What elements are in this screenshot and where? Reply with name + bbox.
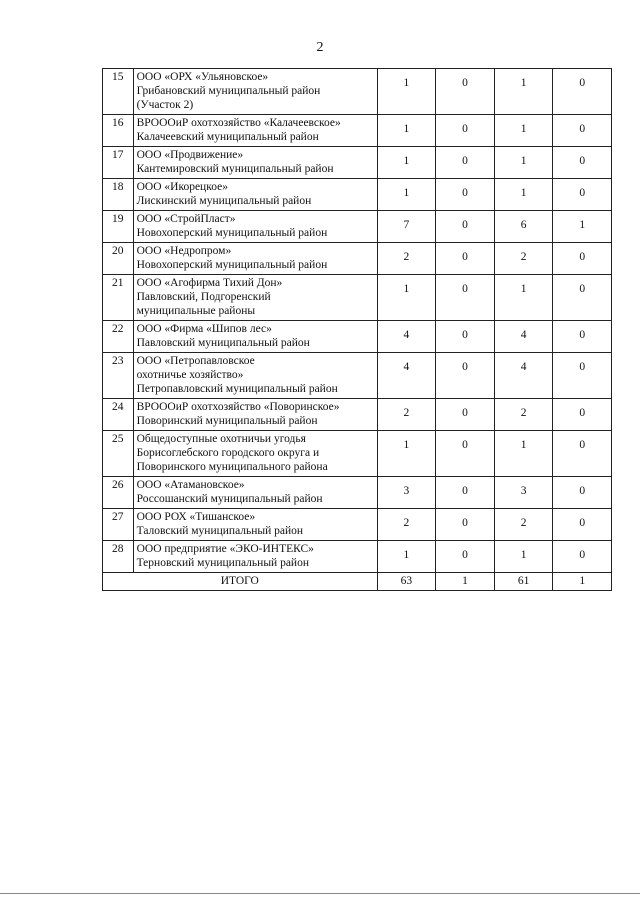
total-label-cell: ИТОГО (103, 573, 378, 591)
value-text: 0 (462, 219, 468, 231)
value-cell-3 (494, 243, 553, 275)
name-line: Поворинского муниципального района (136, 461, 328, 473)
hunting-area-name-cell (133, 541, 377, 573)
value-cell-1 (377, 353, 436, 399)
hunting-area-name-cell (133, 115, 377, 147)
value-cell-1 (377, 243, 436, 275)
value-cell-2 (436, 243, 495, 275)
value-text: 0 (579, 407, 586, 419)
value-text: 2 (403, 517, 410, 529)
value-cell-4 (553, 541, 612, 573)
value-cell-2 (436, 399, 495, 431)
total-row (103, 573, 612, 591)
name-line: Новохоперский муниципальный район (136, 227, 328, 239)
hunting-area-name-cell (133, 509, 377, 541)
value-cell-2 (436, 509, 495, 541)
value-text: 1 (403, 283, 410, 295)
value-text: 0 (462, 329, 468, 341)
name-line: ООО «Атамановское» (136, 479, 245, 491)
value-text: 0 (579, 485, 586, 497)
total-value-cell-2 (436, 573, 495, 591)
value-text: 1 (403, 187, 410, 199)
value-cell-1 (377, 147, 436, 179)
value-cell-4 (553, 115, 612, 147)
name-line: (Участок 2) (136, 99, 194, 111)
name-line: ООО предприятие «ЭКО-ИНТЕКС» (136, 543, 314, 555)
total-value-text: 63 (400, 575, 413, 587)
row-number-cell: 22 (103, 321, 134, 353)
row-number-cell: 20 (103, 243, 134, 275)
value-cell-1 (377, 69, 436, 115)
value-text: 4 (520, 329, 527, 341)
table-row (103, 541, 612, 573)
table-row (103, 179, 612, 211)
value-cell-2 (436, 275, 495, 321)
name-line: Россошанский муниципальный район (136, 493, 323, 505)
value-cell-3 (494, 275, 553, 321)
total-value-cell-4 (553, 573, 612, 591)
row-number-cell: 18 (103, 179, 134, 211)
value-cell-4 (553, 69, 612, 115)
name-line: Лискинский муниципальный район (136, 195, 312, 207)
value-cell-3 (494, 179, 553, 211)
value-text: 1 (520, 439, 527, 451)
value-cell-3 (494, 321, 553, 353)
hunting-area-name-cell (133, 179, 377, 211)
row-number-cell: 26 (103, 477, 134, 509)
name-line: ООО «Петропавловское (136, 355, 255, 367)
row-number-cell: 16 (103, 115, 134, 147)
value-text: 0 (579, 549, 586, 561)
row-number-cell: 23 (103, 353, 134, 399)
table-row (103, 321, 612, 353)
name-line: Кантемировский муниципальный район (136, 163, 334, 175)
value-text: 0 (579, 439, 586, 451)
value-cell-1 (377, 477, 436, 509)
value-text: 7 (403, 219, 410, 231)
value-text: 0 (579, 187, 586, 199)
value-text: 1 (579, 219, 586, 231)
name-line: охотничье хозяйство» (136, 369, 244, 381)
table-row (103, 243, 612, 275)
hunting-area-name-cell (133, 431, 377, 477)
table-row (103, 69, 612, 115)
hunting-area-name-cell (133, 477, 377, 509)
row-number-cell: 17 (103, 147, 134, 179)
value-cell-2 (436, 431, 495, 477)
hunting-area-name-cell (133, 147, 377, 179)
value-cell-3 (494, 147, 553, 179)
name-line: Калачеевский муниципальный район (136, 131, 319, 143)
total-value-text: 1 (579, 575, 586, 587)
value-cell-2 (436, 211, 495, 243)
value-text: 0 (579, 251, 586, 263)
value-cell-1 (377, 431, 436, 477)
value-text: 0 (462, 187, 468, 199)
name-line: Терновский муниципальный район (136, 557, 309, 569)
value-text: 0 (579, 329, 586, 341)
value-text: 0 (579, 361, 586, 373)
name-line: ООО «Икорецкое» (136, 181, 228, 193)
value-cell-2 (436, 541, 495, 573)
value-text: 1 (520, 77, 527, 89)
value-text: 1 (403, 123, 410, 135)
value-cell-4 (553, 399, 612, 431)
table-row (103, 275, 612, 321)
value-text: 0 (579, 283, 586, 295)
table-body (103, 69, 612, 591)
name-line: ООО «СтройПласт» (136, 213, 236, 225)
value-text: 0 (462, 517, 468, 529)
table-row (103, 399, 612, 431)
name-line: Павловский муниципальный район (136, 337, 310, 349)
value-text: 0 (462, 155, 468, 167)
value-cell-4 (553, 243, 612, 275)
value-text: 1 (520, 155, 527, 167)
value-cell-4 (553, 275, 612, 321)
value-text: 0 (462, 407, 468, 419)
row-number-cell: 25 (103, 431, 134, 477)
value-text: 4 (520, 361, 527, 373)
name-line: ООО РОХ «Тишанское» (136, 511, 256, 523)
value-cell-4 (553, 147, 612, 179)
table-row (103, 147, 612, 179)
value-cell-4 (553, 211, 612, 243)
value-cell-1 (377, 275, 436, 321)
value-text: 0 (579, 77, 586, 89)
hunting-area-name-cell (133, 211, 377, 243)
row-number-cell: 15 (103, 69, 134, 115)
hunting-area-name-cell (133, 399, 377, 431)
hunting-area-name-cell (133, 321, 377, 353)
table-row (103, 353, 612, 399)
value-text: 0 (462, 283, 468, 295)
value-text: 0 (462, 439, 468, 451)
value-cell-1 (377, 321, 436, 353)
name-line: ООО «Фирма «Шипов лес» (136, 323, 272, 335)
row-number-cell: 19 (103, 211, 134, 243)
value-text: 1 (520, 123, 527, 135)
value-cell-4 (553, 431, 612, 477)
value-cell-2 (436, 115, 495, 147)
row-number-cell: 24 (103, 399, 134, 431)
value-text: 0 (579, 517, 586, 529)
table-row (103, 211, 612, 243)
value-cell-2 (436, 179, 495, 211)
name-line: Борисоглебского городского округа и (136, 447, 320, 459)
total-value-text: 61 (517, 575, 530, 587)
value-text: 4 (403, 361, 410, 373)
value-text: 3 (403, 485, 410, 497)
value-cell-3 (494, 509, 553, 541)
value-cell-2 (436, 321, 495, 353)
name-line: Грибановский муниципальный район (136, 85, 321, 97)
value-cell-3 (494, 431, 553, 477)
value-cell-3 (494, 477, 553, 509)
name-line: Петропавловский муниципальный район (136, 383, 338, 395)
row-number-cell: 27 (103, 509, 134, 541)
value-text: 0 (462, 361, 468, 373)
value-cell-4 (553, 321, 612, 353)
page-number: 2 (316, 40, 324, 55)
value-cell-3 (494, 69, 553, 115)
value-text: 1 (403, 77, 410, 89)
hunting-area-name-cell (133, 69, 377, 115)
name-line: ООО «Продвижение» (136, 149, 244, 161)
value-cell-3 (494, 399, 553, 431)
name-line: Павловский, Подгоренский (136, 291, 271, 303)
value-cell-1 (377, 509, 436, 541)
name-line: Общедоступные охотничьи угодья (136, 433, 306, 445)
value-cell-3 (494, 541, 553, 573)
value-text: 2 (520, 251, 527, 263)
value-cell-4 (553, 179, 612, 211)
value-text: 1 (520, 283, 527, 295)
value-cell-4 (553, 509, 612, 541)
value-text: 1 (403, 155, 410, 167)
name-line: Таловский муниципальный район (136, 525, 304, 537)
value-text: 0 (462, 77, 468, 89)
table-row (103, 509, 612, 541)
value-cell-3 (494, 211, 553, 243)
value-cell-1 (377, 541, 436, 573)
value-text: 2 (520, 517, 527, 529)
row-number-cell: 28 (103, 541, 134, 573)
value-cell-2 (436, 147, 495, 179)
name-line: ООО «Агофирма Тихий Дон» (136, 277, 283, 289)
value-text: 3 (520, 485, 527, 497)
value-text: 0 (579, 155, 586, 167)
total-value-cell-3 (494, 573, 553, 591)
value-cell-4 (553, 353, 612, 399)
name-line: муниципальные районы (136, 305, 256, 317)
hunting-area-name-cell (133, 275, 377, 321)
value-cell-1 (377, 179, 436, 211)
value-text: 2 (403, 251, 410, 263)
value-cell-1 (377, 211, 436, 243)
value-cell-4 (553, 477, 612, 509)
name-line: Новохоперский муниципальный район (136, 259, 328, 271)
footer-divider (0, 893, 640, 894)
total-value-text: 1 (462, 575, 468, 587)
value-text: 1 (403, 549, 410, 561)
allocation-table (102, 68, 612, 591)
value-text: 0 (462, 251, 468, 263)
value-cell-1 (377, 115, 436, 147)
value-cell-2 (436, 353, 495, 399)
value-text: 4 (403, 329, 410, 341)
total-value-cell-1 (377, 573, 436, 591)
name-line: ВРОООиР охотхозяйство «Калачеевское» (136, 117, 341, 129)
value-text: 0 (462, 485, 468, 497)
name-line: ООО «ОРХ «Ульяновское» (136, 71, 269, 83)
value-text: 2 (520, 407, 527, 419)
name-line: ВРОООиР охотхозяйство «Поворинское» (136, 401, 340, 413)
value-cell-3 (494, 353, 553, 399)
value-cell-3 (494, 115, 553, 147)
value-cell-2 (436, 477, 495, 509)
value-text: 6 (520, 219, 527, 231)
table-row (103, 431, 612, 477)
name-line: Поворинский муниципальный район (136, 415, 318, 427)
hunting-area-name-cell (133, 353, 377, 399)
value-text: 0 (462, 549, 468, 561)
row-number-cell: 21 (103, 275, 134, 321)
hunting-area-name-cell (133, 243, 377, 275)
value-text: 2 (403, 407, 410, 419)
name-line: ООО «Недропром» (136, 245, 232, 257)
value-cell-2 (436, 69, 495, 115)
value-text: 0 (462, 123, 468, 135)
value-text: 1 (403, 439, 410, 451)
table-row (103, 477, 612, 509)
table-row (103, 115, 612, 147)
value-text: 0 (579, 123, 586, 135)
value-text: 1 (520, 549, 527, 561)
value-text: 1 (520, 187, 527, 199)
value-cell-1 (377, 399, 436, 431)
